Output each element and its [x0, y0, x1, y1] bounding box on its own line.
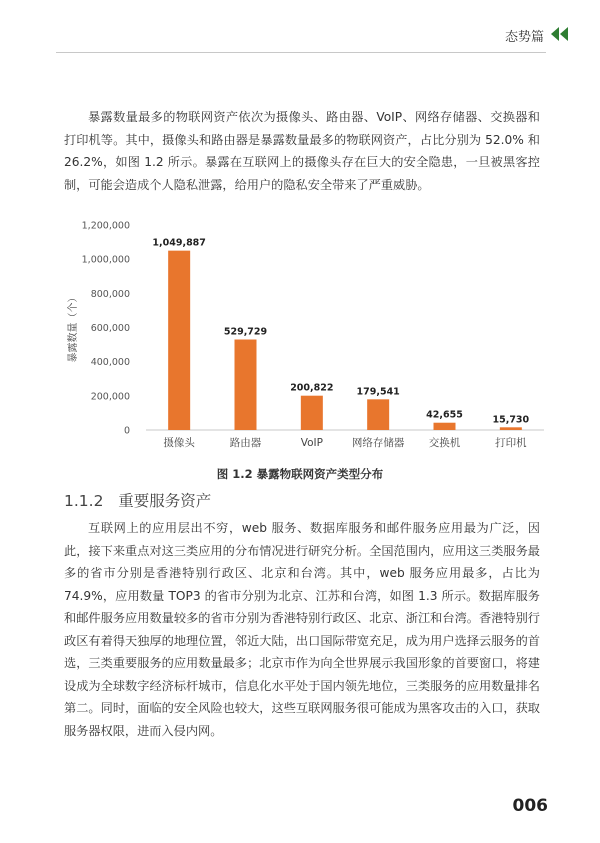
x-tick-label: VoIP [300, 437, 323, 449]
y-tick-label: 200,000 [90, 391, 130, 403]
data-label: 15,730 [492, 414, 530, 426]
bar [168, 251, 190, 430]
section-number: 1.1.2 [64, 492, 104, 510]
data-label: 42,655 [426, 409, 463, 421]
double-chevron-left-icon [550, 27, 570, 41]
header-divider [56, 52, 546, 53]
x-tick-label: 打印机 [495, 437, 527, 449]
bar [500, 427, 522, 430]
y-tick-label: 400,000 [90, 357, 130, 369]
data-label: 179,541 [356, 386, 400, 398]
body-paragraph-2: 互联网上的应用层出不穷，web 服务、数据库服务和邮件服务应用最为广泛，因此，接下来重点对这三类应用的分布情况进行研究分析。全国范围内，应用这三类服务最多的省市分别是香港特别行政区、北京和台湾。其中，web 服务应用最多，占比为 74.9%，应用数量 TOP3 的省市分别为北京、江苏和台湾，如图 1.3 所示。数据库服务和邮件服务应用数量较多的省市分别为香港特别行政区、北京、浙江和台湾。香港特别行政区有着得天独厚的地理位置，邻近大陆，出口国际带宽充足，成为用户选择云服务的首选，三类重要服务的应用数量最多；北京市作为向全世界展示我国形象的首要窗口，将建设成为全球数字经济标杆城市，信息化水平处于国内领先地位，三类服务的应用数量排名第二。同时，面临的安全风险也较大，这些互联网服务很可能成为黑客攻击的入口，获取服务器权限，进而入侵内网。 [64, 521, 540, 738]
section-title: 重要服务资产 [118, 492, 212, 510]
x-tick-label: 交换机 [428, 437, 461, 449]
x-tick-label: 网络存储器 [351, 437, 405, 449]
header-title: 态势篇 [504, 30, 544, 45]
section-heading [64, 489, 211, 511]
bar [367, 399, 389, 430]
figure-caption: 图 1.2 暴露物联网资产类型分布 [216, 467, 384, 481]
bar-chart [64, 205, 554, 455]
data-label: 529,729 [223, 326, 268, 338]
y-tick-label: 1,200,000 [81, 220, 130, 232]
y-axis-label: 暴露数量（个） [68, 292, 79, 363]
y-tick-label: 1,000,000 [81, 254, 130, 266]
bar-chart-svg [64, 205, 554, 455]
page-number: 006 [512, 796, 548, 816]
data-label: 200,822 [290, 382, 334, 394]
bar [235, 340, 257, 430]
y-tick-label: 800,000 [90, 288, 130, 300]
body-paragraph-1: 暴露数量最多的物联网资产依次为摄像头、路由器、VoIP、网络存储器、交换器和打印机等。其中，摄像头和路由器是暴露数量最多的物联网资产，占比分别为 52.0% 和 26.2%，如图 1.2 所示。暴露在互联网上的摄像头存在巨大的安全隐患，一旦被黑客控制，可能会造成个人隐私泄露，给用户的隐私安全带来了严重威胁。 [64, 110, 540, 192]
bar [301, 396, 323, 430]
x-tick-label: 摄像头 [163, 437, 195, 449]
y-tick-label: 0 [123, 425, 130, 437]
page-header [0, 0, 600, 50]
x-tick-label: 路由器 [229, 437, 262, 449]
data-label: 1,049,887 [152, 237, 206, 249]
y-tick-label: 600,000 [90, 323, 130, 334]
bar [434, 423, 456, 430]
